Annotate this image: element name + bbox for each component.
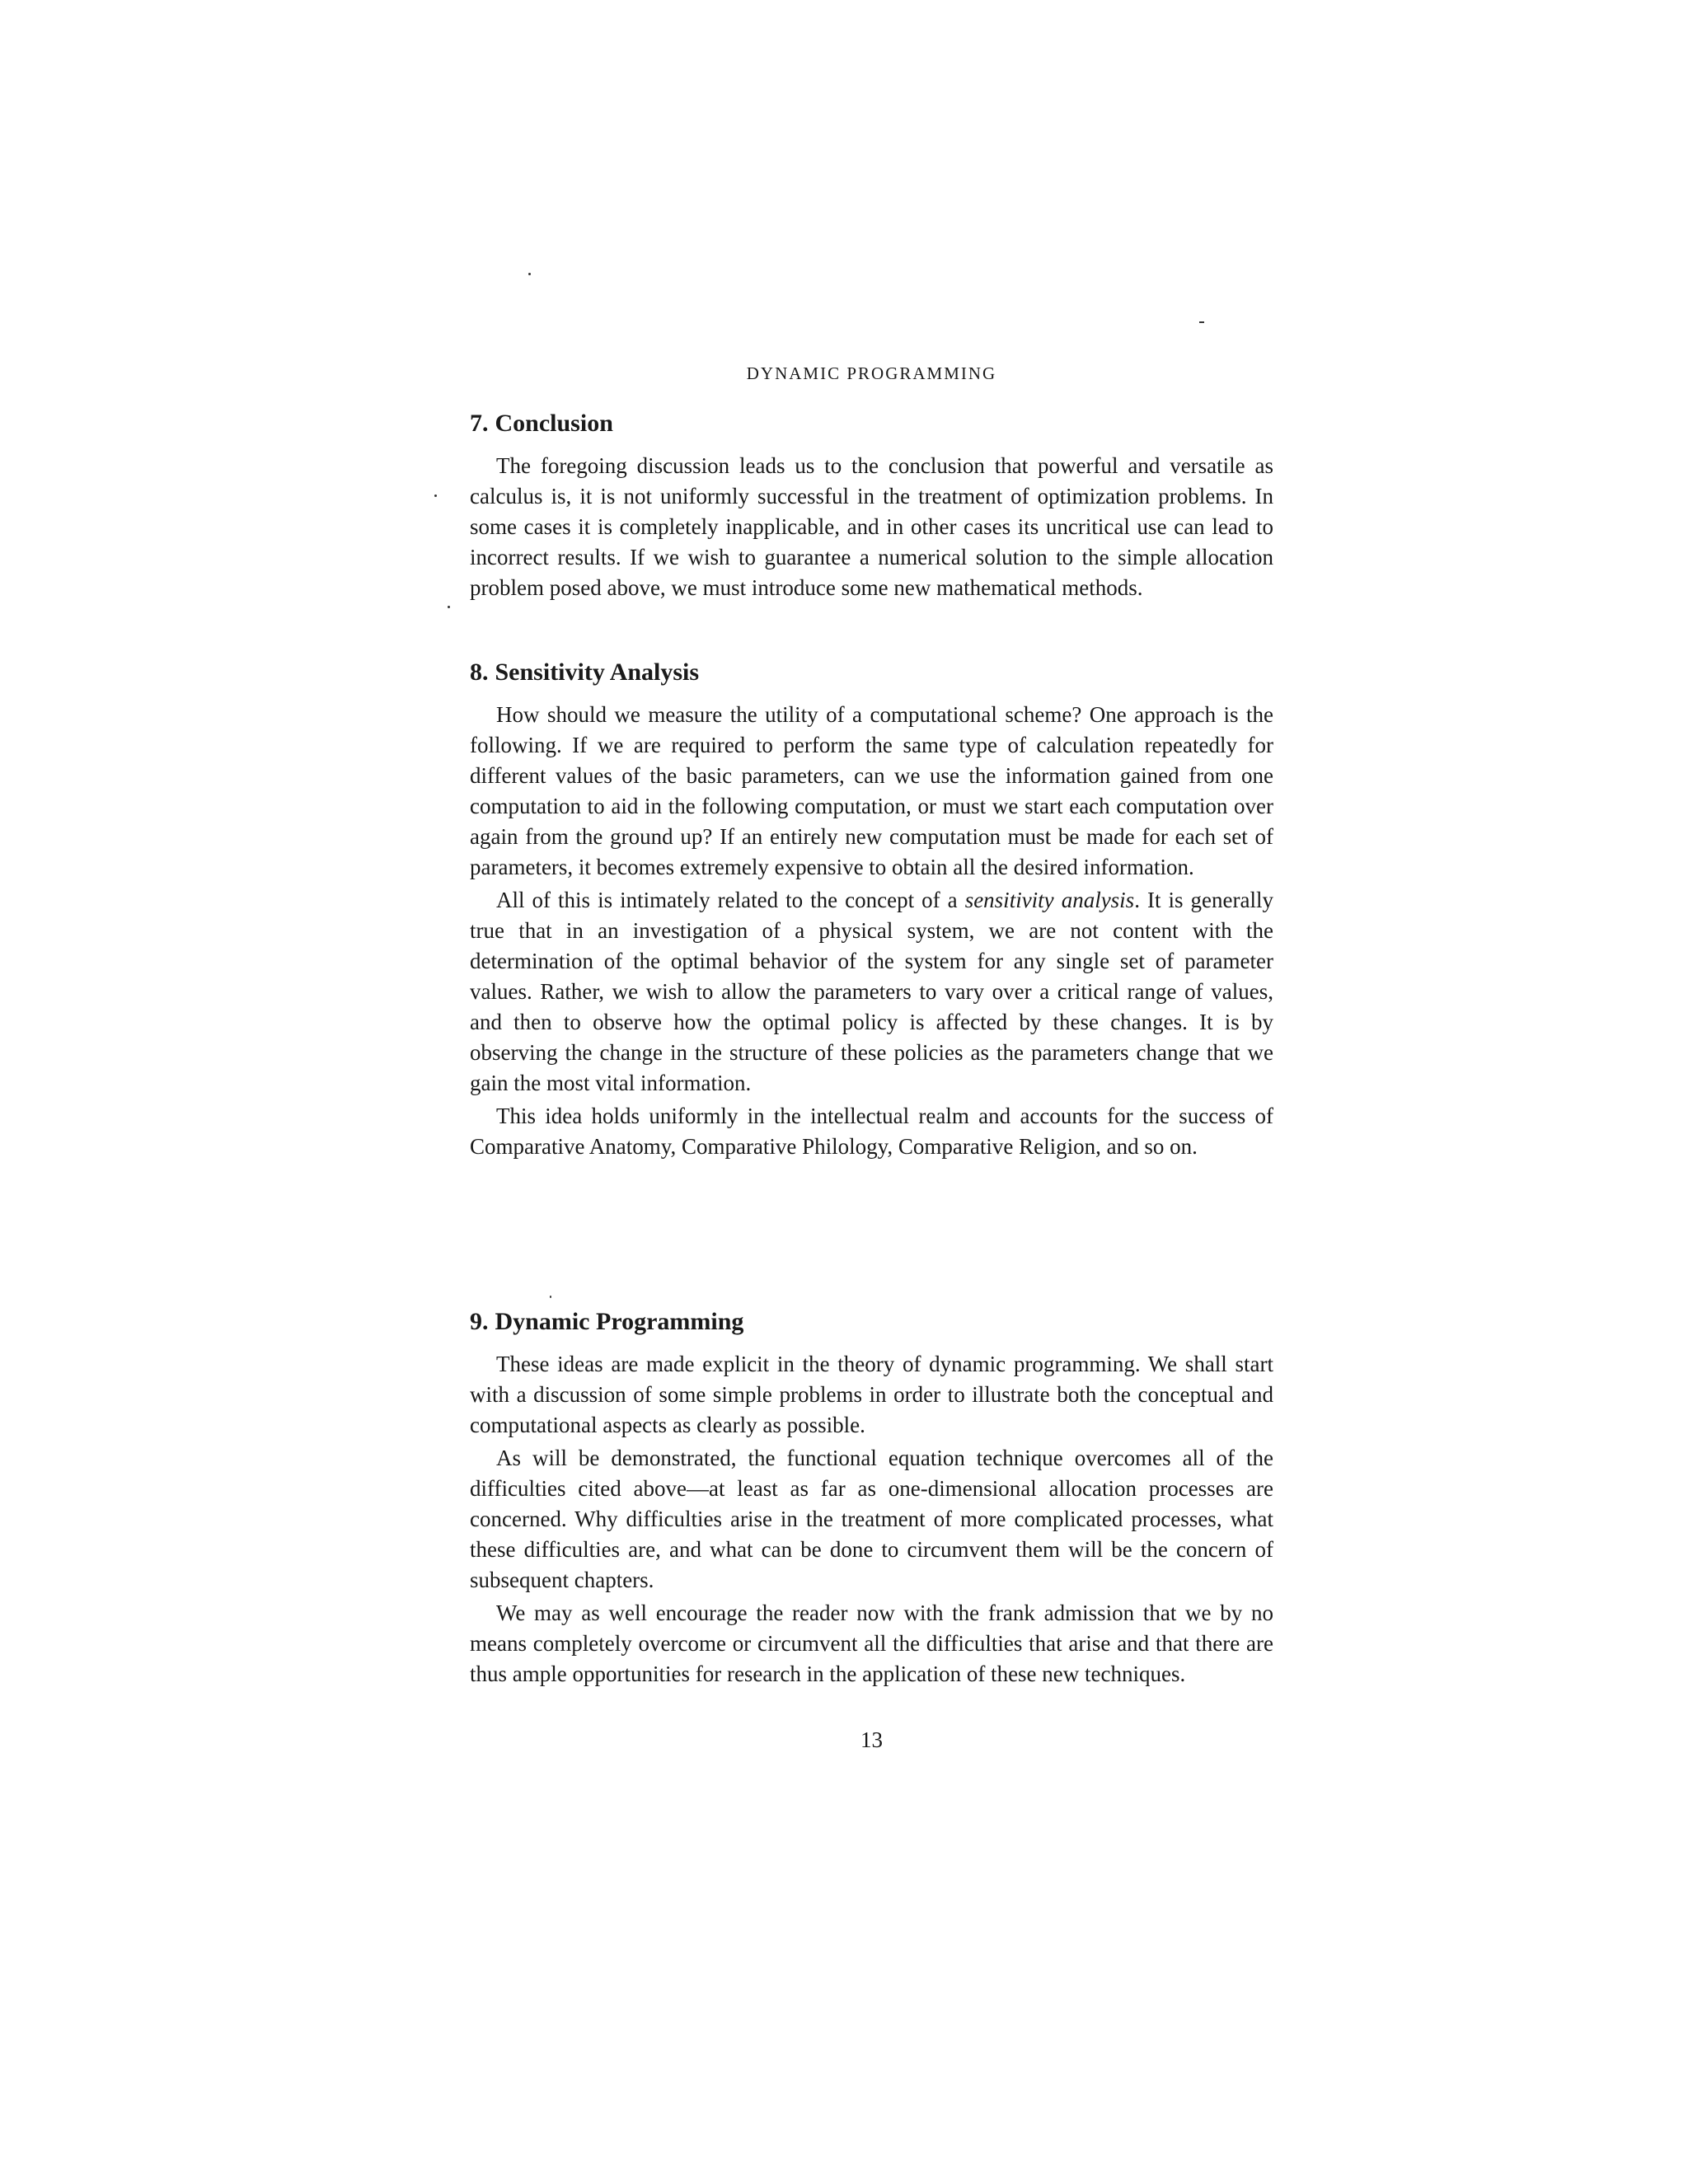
section-title: Dynamic Programming: [495, 1308, 744, 1335]
paragraph: This idea holds uniformly in the intellectual realm and accounts for the success of Comparative Anatomy, Comparative Philology, Comparative Religion, and so on.: [470, 1104, 1273, 1159]
scan-speck: [448, 606, 450, 608]
paragraph: These ideas are made explicit in the theory of dynamic programming. We shall start with a discussion of some simple problems in order to illustrate both the conceptual and computational aspects as clearly as possible.: [470, 1352, 1273, 1437]
section-conclusion: [470, 407, 1273, 603]
section-number: 9.: [470, 1308, 489, 1335]
document-page: [470, 0, 1273, 2184]
paragraph: We may as well encourage the reader now with the frank admission that we by no means completely overcome or circumvent all the difficulties that arise and that there are thus ample opportunities for research in the application of these new techniques.: [470, 1601, 1273, 1686]
paragraph-text: All of this is intimately related to the concept of a: [496, 888, 965, 912]
section-heading: [470, 1305, 1273, 1338]
paragraph: [470, 885, 1273, 1099]
section-sensitivity-analysis: [470, 656, 1273, 1162]
section-heading: [470, 656, 1273, 689]
section-dynamic-programming: [470, 1305, 1273, 1690]
section-number: 8.: [470, 658, 489, 686]
paragraph: How should we measure the utility of a computational scheme? One approach is the following. If we are required to perform the same type of calculation repeatedly for different values of the basic parameters, can we use the information gained from one computation to aid in the following computation, or must we start each computation over again from the ground up? If an entirely new computation must be made for each set of parameters, it becomes extremely expensive to obtain all the desired information.: [470, 702, 1273, 879]
emphasis-term: sensitivity analysis: [964, 888, 1135, 912]
scan-speck: [434, 494, 437, 497]
section-title: Conclusion: [495, 410, 613, 437]
paragraph: As will be demonstrated, the functional equation technique overcomes all of the difficulties cited above—at least as far as one-dimensional allocation processes are concerned. Why difficulties arise in the treatment of more complicated processes, what these difficulties are, and what can be done to circumvent them will be the concern of subsequent chapters.: [470, 1446, 1273, 1592]
page-number: 13: [860, 1727, 883, 1752]
running-head: DYNAMIC PROGRAMMING: [746, 363, 997, 383]
paragraph-text: . It is generally true that in an investigation of a physical system, we are not content with the determination of the optimal behavior of the system for any single set of parameter values. Rather, we wish to allow the parameters to vary over a critical range of values, and then to observe how the optimal policy is affected by these changes. It is by observing the change in the structure of these policies as the parameters change that we gain the most vital information.: [470, 888, 1273, 1095]
section-title: Sensitivity Analysis: [495, 658, 700, 686]
section-heading: [470, 407, 1273, 440]
paragraph: The foregoing discussion leads us to the conclusion that powerful and versatile as calculus is, it is not uniformly successful in the treatment of optimization problems. In some cases it is completely inapplicable, and in other cases its uncritical use can lead to incorrect results. If we wish to guarantee a numerical solution to the simple allocation problem posed above, we must introduce some new mathematical methods.: [470, 453, 1273, 600]
section-number: 7.: [470, 410, 489, 437]
